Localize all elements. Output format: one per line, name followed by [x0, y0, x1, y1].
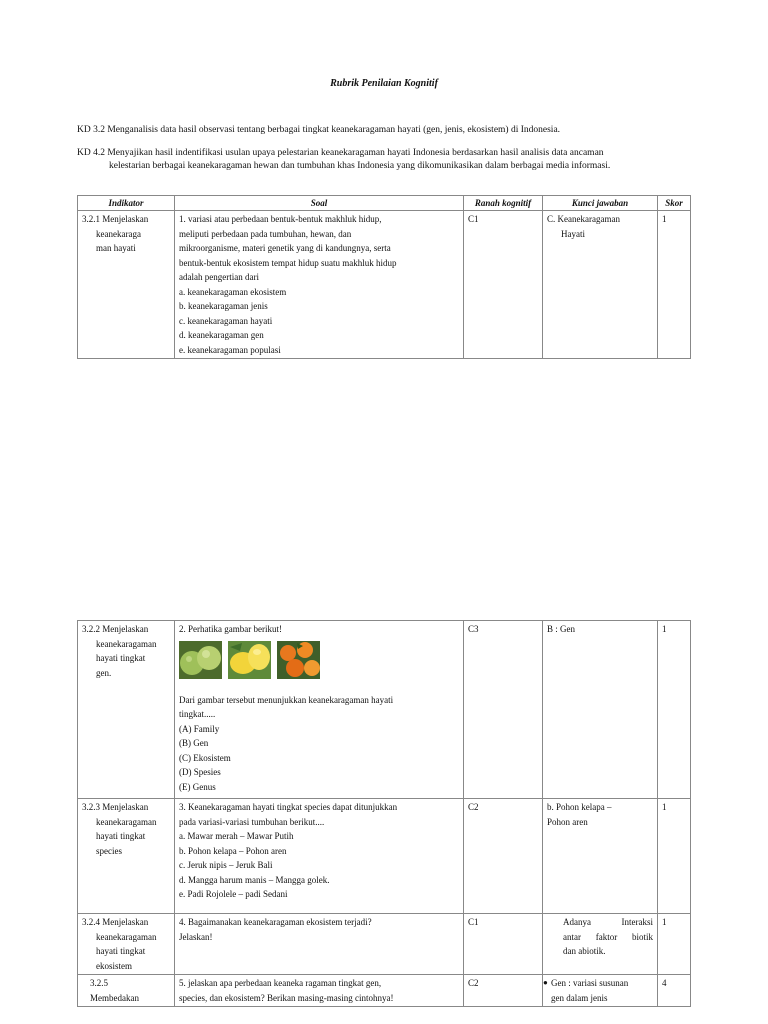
- page-title: Rubrik Penilaian Kognitif: [330, 78, 438, 89]
- indikator-line: man hayati: [96, 243, 136, 253]
- kunci-line: Adanya Interaksi: [563, 917, 653, 927]
- kunci-cell: [543, 799, 658, 914]
- rubric-table-page1: [77, 195, 691, 359]
- question-line: adalah pengertian dari: [179, 272, 259, 282]
- green-citrus-image: [179, 641, 222, 679]
- soal-cell: [175, 211, 464, 359]
- header-indikator: Indikator: [78, 196, 175, 211]
- indikator-cell: [78, 211, 175, 359]
- soal-cell: [175, 799, 464, 914]
- question-line: pada variasi-variasi tumbuhan berikut....: [179, 816, 325, 827]
- kunci-bullet: [543, 976, 653, 991]
- kd-4-2-line-1: KD 4.2 Menyajikan hasil indentifikasi usulan upaya pelestarian keanekaragaman hayati Indonesia berdasarkan hasil analisis data ancaman: [77, 148, 604, 158]
- table-row: [78, 975, 691, 1007]
- question-line: species, dan ekosistem? Berikan masing-masing cintohnya!: [179, 992, 394, 1003]
- option-c: (C) Ekosistem: [179, 752, 231, 763]
- option-d: (D) Spesies: [179, 767, 221, 777]
- indikator-number: 3.2.2 Menjelaskan: [82, 624, 149, 634]
- option-b: b. Pohon kelapa – Pohon aren: [179, 845, 287, 856]
- kunci-line: Pohon aren: [547, 816, 588, 827]
- lemon-image: [228, 641, 271, 679]
- question-line: bentuk-bentuk ekosistem tempat hidup suatu makhluk hidup: [179, 257, 397, 268]
- kd-4-2-line-2: kelestarian berbagai keanekaragaman hewan dan tumbuhan khas Indonesia yang dikomunikasikan dalam berbagai media informasi.: [109, 161, 611, 171]
- option-b: (B) Gen: [179, 738, 209, 748]
- kunci-cell: [543, 975, 658, 1007]
- indikator-number: 3.2.4 Menjelaskan: [82, 917, 149, 927]
- skor-cell: 1: [658, 211, 691, 359]
- soal-cell: [175, 621, 464, 799]
- indikator-line: keanekaragaman: [96, 816, 157, 827]
- indikator-number: 3.2.3 Menjelaskan: [82, 802, 149, 812]
- question-line: 4. Bagaimanakan keanekaragaman ekosistem terjadi?: [179, 917, 372, 927]
- option-e: (E) Genus: [179, 781, 216, 792]
- indikator-line: gen.: [96, 667, 112, 678]
- kunci-line: C. Keanekaragaman: [547, 214, 620, 224]
- kunci-cell: [543, 914, 658, 975]
- header-soal: Soal: [175, 196, 464, 211]
- option-a: a. Mawar merah – Mawar Putih: [179, 831, 294, 841]
- rubric-table-page2: [77, 620, 691, 1007]
- option-d: d. keanekaragaman gen: [179, 330, 264, 340]
- ranah-cell: C1: [464, 211, 543, 359]
- indikator-line: keanekaraga: [96, 228, 141, 239]
- ranah-cell: C3: [464, 621, 543, 799]
- header-skor: Skor: [658, 196, 691, 211]
- question-line: 5. jelaskan apa perbedaan keaneka ragaman tingkat gen,: [179, 978, 382, 988]
- kunci-cell: [543, 211, 658, 359]
- ranah-cell: C2: [464, 799, 543, 914]
- option-c: c. Jeruk nipis – Jeruk Bali: [179, 860, 273, 870]
- kunci-line: antar faktor biotik: [563, 931, 653, 942]
- ranah-cell: C2: [464, 975, 543, 1007]
- indikator-line: Membedakan: [90, 992, 139, 1003]
- question-line: 3. Keanekaragaman hayati tingkat species dapat ditunjukkan: [179, 802, 398, 812]
- option-d: d. Mangga harum manis – Mangga golek.: [179, 874, 330, 885]
- kunci-line: Gen : variasi susunan: [551, 978, 629, 988]
- question-line: meliputi perbedaan pada tumbuhan, hewan, dan: [179, 228, 352, 239]
- soal-cell: [175, 914, 464, 975]
- skor-cell: 4: [658, 975, 691, 1007]
- table-row: [78, 799, 691, 914]
- indikator-line: hayati tingkat: [96, 831, 146, 841]
- option-c: c. keanekaragaman hayati: [179, 315, 273, 326]
- option-e: e. Padi Rojolele – padi Sedani: [179, 889, 288, 899]
- indikator-line: ekosistem: [96, 960, 132, 971]
- orange-image: [277, 641, 320, 679]
- skor-cell: 1: [658, 914, 691, 975]
- indikator-line: keanekaragaman: [96, 931, 157, 942]
- indikator-line: hayati tingkat: [96, 653, 146, 663]
- fruit-images: [179, 641, 459, 679]
- table-header-row: [78, 196, 691, 211]
- indikator-cell: [78, 914, 175, 975]
- soal-cell: [175, 975, 464, 1007]
- indikator-line: species: [96, 845, 122, 856]
- skor-cell: 1: [658, 799, 691, 914]
- question-line: 2. Perhatika gambar berikut!: [179, 624, 282, 634]
- question-line: Dari gambar tersebut menunjukkan keanekaragaman hayati: [179, 694, 394, 705]
- option-b: b. keanekaragaman jenis: [179, 301, 268, 311]
- option-e: e. keanekaragaman populasi: [179, 344, 281, 355]
- indikator-number: 3.2.5: [90, 978, 108, 988]
- skor-cell: 1: [658, 621, 691, 799]
- indikator-line: hayati tingkat: [96, 946, 146, 956]
- table-row: [78, 211, 691, 359]
- table-row: [78, 914, 691, 975]
- indikator-cell: [78, 975, 175, 1007]
- kunci-cell: B : Gen: [543, 621, 658, 799]
- header-kunci: Kunci jawaban: [543, 196, 658, 211]
- question-line: Jelaskan!: [179, 931, 213, 942]
- indikator-number: 3.2.1 Menjelaskan: [82, 214, 149, 224]
- option-a: a. keanekaragaman ekosistem: [179, 286, 287, 297]
- bullet-icon: ●: [543, 978, 548, 987]
- option-a: (A) Family: [179, 723, 220, 734]
- indikator-cell: [78, 799, 175, 914]
- kunci-line: dan abiotik.: [563, 946, 606, 956]
- question-line: tingkat.....: [179, 709, 216, 719]
- question-line: 1. variasi atau perbedaan bentuk-bentuk makhluk hidup,: [179, 214, 382, 224]
- kunci-line: Hayati: [561, 228, 585, 239]
- table-row: [78, 621, 691, 799]
- kd-3-2: KD 3.2 Menganalisis data hasil observasi tentang berbagai tingkat keanekaragaman hayati (gen, jenis, ekosistem) di Indonesia.: [77, 125, 561, 135]
- indikator-cell: [78, 621, 175, 799]
- indikator-line: keanekaragaman: [96, 638, 157, 649]
- kunci-line: gen dalam jenis: [551, 992, 608, 1003]
- ranah-cell: C1: [464, 914, 543, 975]
- question-line: mikroorganisme, materi genetik yang di kandungnya, serta: [179, 243, 391, 253]
- header-ranah: Ranah kognitif: [464, 196, 543, 211]
- kunci-line: b. Pohon kelapa –: [547, 802, 612, 812]
- kd-4-2: [77, 147, 697, 173]
